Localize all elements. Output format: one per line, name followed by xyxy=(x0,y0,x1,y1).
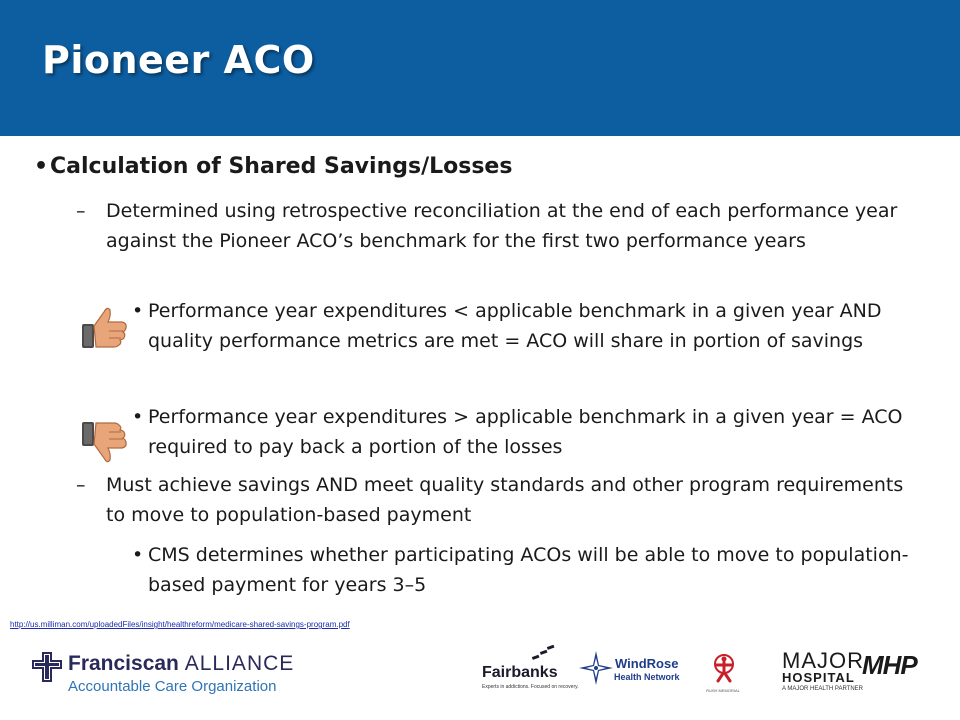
bullet-marker: • xyxy=(132,544,144,566)
bullet-marker: • xyxy=(132,300,144,322)
sub-item-text: Must achieve savings AND meet quality standards and other program requirements to move to population-based payment xyxy=(106,474,904,526)
sub-sub-item-3 xyxy=(132,540,938,600)
source-link[interactable]: http://us.milliman.com/uploadedFiles/insight/healthreform/medicare-shared-savings-program.pdf xyxy=(10,620,350,629)
bullet-marker: • xyxy=(132,406,144,428)
mhp-logo: MHP xyxy=(862,650,917,680)
windrose-logo: WindRose xyxy=(615,656,679,671)
franciscan-subtitle: Accountable Care Organization xyxy=(68,678,277,695)
main-heading: Calculation of Shared Savings/Losses xyxy=(50,154,513,179)
major-hospital-line1: MAJOR xyxy=(782,648,864,673)
sub-sub-item-text: Performance year expenditures < applicable benchmark in a given year AND quality performance metrics are met = ACO will share in portion of savings xyxy=(148,300,882,352)
sub-sub-item-1 xyxy=(132,296,938,356)
fairbanks-tagline: Experts in addictions. Focused on recovery. xyxy=(482,684,579,690)
major-hospital-tagline: A MAJOR HEALTH PARTNER xyxy=(782,686,864,692)
sub-sub-item-text: CMS determines whether participating ACOs will be able to move to population-based payment for years 3–5 xyxy=(148,544,909,596)
thumbs-down-icon xyxy=(80,420,130,470)
rush-figure-icon xyxy=(710,654,738,689)
major-hospital-line2: HOSPITAL xyxy=(782,670,855,685)
franciscan-name xyxy=(68,652,294,676)
franciscan-word: Franciscan xyxy=(68,652,179,675)
sub-sub-item-text: Performance year expenditures > applicable benchmark in a given year = ACO required to pay back a portion of the losses xyxy=(148,406,903,458)
dash-marker: – xyxy=(76,474,86,496)
sub-sub-item-2 xyxy=(132,402,938,462)
windrose-subtitle: Health Network xyxy=(614,672,680,682)
franciscan-cross-icon xyxy=(30,650,64,688)
sub-item-1 xyxy=(76,196,906,256)
compass-rose-icon xyxy=(578,650,614,691)
bullet-dot: • xyxy=(34,154,49,179)
rush-memorial-label: RUSH MEMORIAL xyxy=(706,688,740,693)
dash-marker: – xyxy=(76,200,86,222)
sub-item-2 xyxy=(76,470,906,530)
thumbs-up-icon xyxy=(80,304,130,354)
fairbanks-logo: Fairbanks xyxy=(482,664,558,681)
sub-item-text: Determined using retrospective reconciliation at the end of each performance year against the Pioneer ACO’s benchmark for the first two performance years xyxy=(106,200,898,252)
title-bar xyxy=(0,0,960,136)
alliance-word: ALLIANCE xyxy=(184,652,295,675)
slide-title: Pioneer ACO xyxy=(42,38,315,82)
